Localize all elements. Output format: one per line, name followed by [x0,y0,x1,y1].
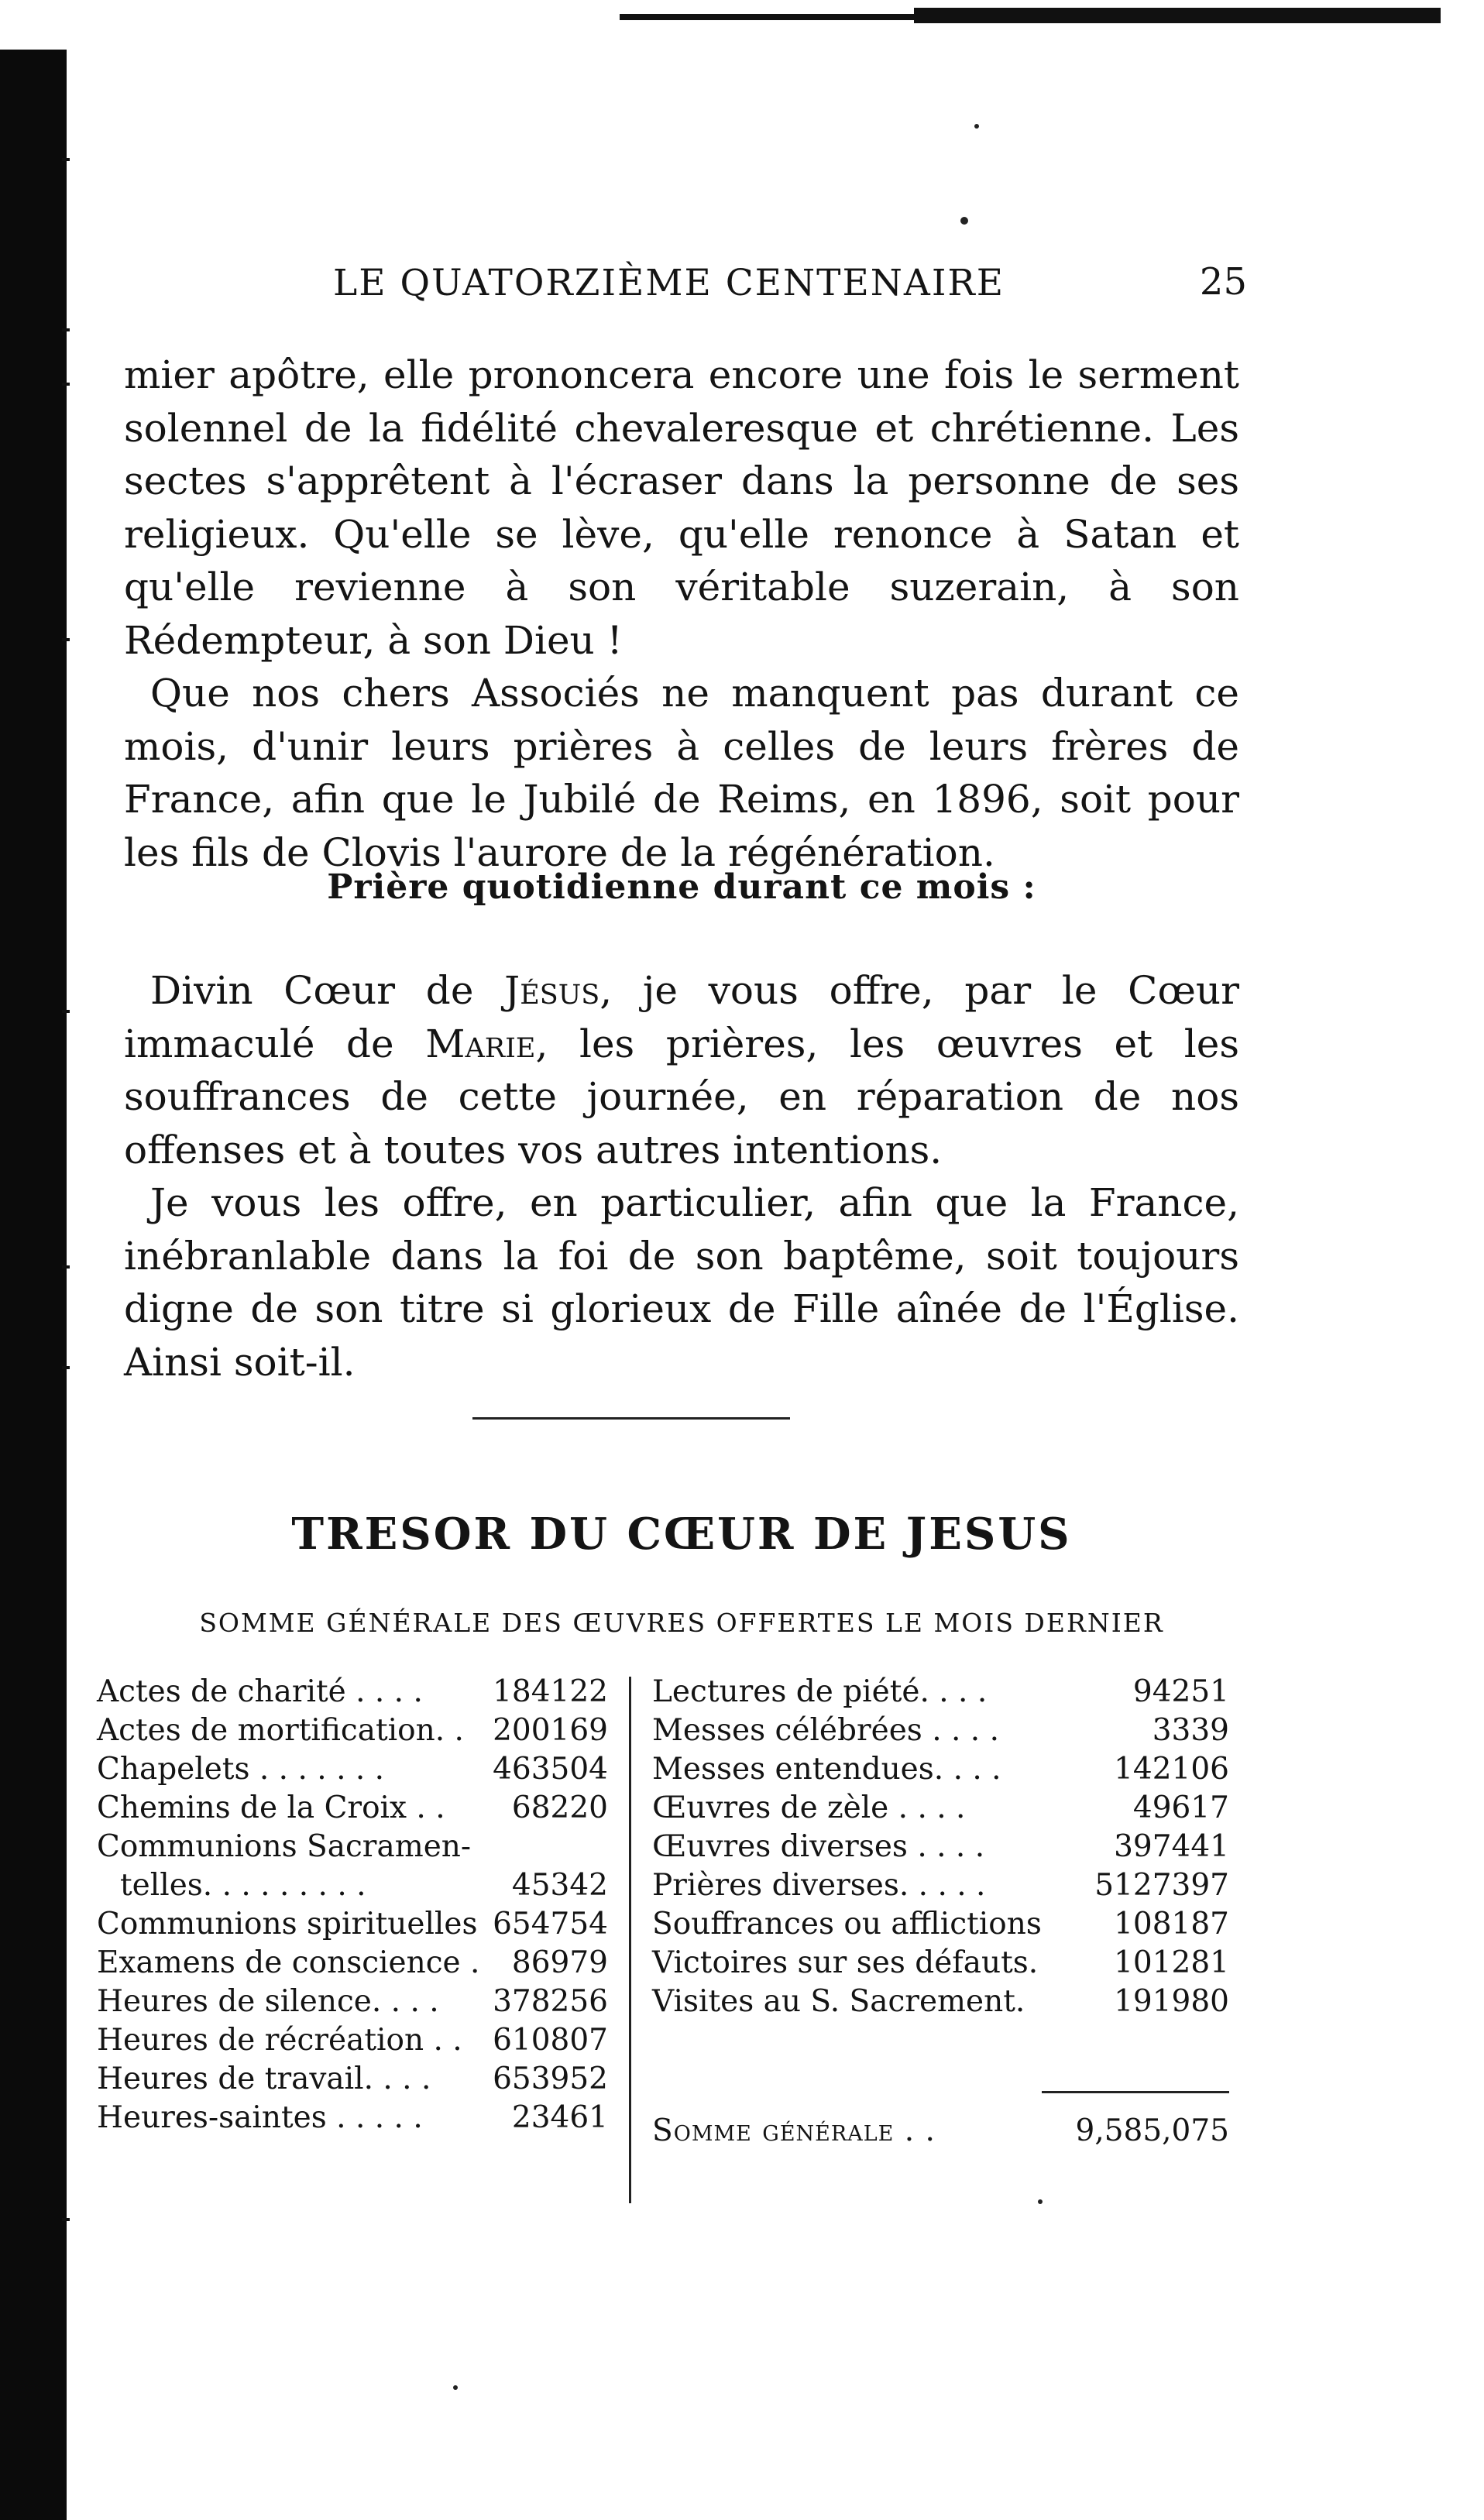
grand-total-row [652,2108,1229,2154]
paragraph: Je vous les offre, en particulier, afin que la France, inébranlable dans la foi de son baptême, soit toujours digne de son titre si glorieux de Fille aînée de l'Église. Ainsi soit-il. [124,1180,1239,1385]
row-value: 200169 [493,1713,608,1748]
row-value: 191980 [1114,1984,1229,2019]
row-value: 86979 [511,1945,608,1980]
table-row [97,2099,608,2137]
row-value: 3339 [1152,1713,1229,1748]
scan-speck [453,2385,458,2390]
row-label: Communions Sacramen- [97,1829,472,1864]
row-value: 184122 [493,1674,608,1709]
text-run: , les prières, les œuvres et les souffrances de cette journée, en réparation de nos offenses et à toutes vos autres intentions. [124,1021,1240,1172]
table-row [652,1983,1229,2021]
paragraph: mier apôtre, elle prononcera encore une fois le serment solennel de la fidélité chevaleresque et chrétienne. Les sectes s'apprêtent à l'écraser dans la personne de ses religieux. Qu'elle se lève, qu'elle renonce à Satan et qu'elle revienne à son véritable suzerain, à son Rédempteur, à son Dieu ! [124,352,1239,663]
table-row [97,1789,608,1828]
table-row [652,1866,1229,1905]
row-value: 23461 [511,2100,608,2135]
row-value: 142106 [1114,1752,1229,1787]
table-row [652,1905,1229,1944]
column-divider [629,1677,631,2203]
table-row [97,1905,608,1944]
table-row [652,1944,1229,1983]
row-label: Heures de travail. . . . [97,2062,431,2096]
table-row [97,2021,608,2060]
prayer-text [124,964,1239,1389]
row-value: 463504 [493,1752,608,1787]
paragraph [124,964,1239,1176]
grand-total-value: 9,585,075 [1075,2113,1229,2148]
row-label: Examens de conscience . [97,1945,480,1980]
table-row [97,1944,608,1983]
row-value: 378256 [493,1984,608,2019]
row-label: Messes célébrées . . . . [652,1713,999,1748]
tresor-subtitle: SOMME GÉNÉRALE DES ŒUVRES OFFERTES LE MOIS DERNIER [199,1608,1164,1638]
name-jesus: Jésus [504,968,600,1013]
row-label: Prières diverses. . . . . [652,1868,986,1903]
text-run: Divin Cœur de [150,968,505,1013]
scan-speck [974,124,979,129]
row-label: Œuvres de zèle . . . . [652,1790,966,1825]
row-value: 94251 [1132,1674,1229,1709]
row-label: Chapelets . . . . . . . [97,1752,385,1787]
scan-speck [960,217,968,225]
running-head [124,256,1247,318]
scan-edge-marks [67,50,74,2520]
row-label: Actes de mortification. . [97,1713,464,1748]
row-value: 108187 [1114,1907,1229,1941]
table-row [652,1789,1229,1828]
paragraph: Que nos chers Associés ne manquent pas durant ce mois, d'unir leurs prières à celles de leurs frères de France, afin que le Jubilé de Reims, en 1896, soit pour les fils de Clovis l'aurore de la régénération. [124,671,1239,875]
row-label: Victoires sur ses défauts. [652,1945,1039,1980]
row-label: Chemins de la Croix . . [97,1790,445,1825]
table-row [97,2060,608,2099]
name-marie: Marie [425,1021,536,1066]
row-label: Messes entendues. . . . [652,1752,1001,1787]
row-value: 654754 [493,1907,608,1941]
table-row [97,1711,608,1750]
row-value: 101281 [1114,1945,1229,1980]
article-text [124,348,1239,879]
prayer-heading: Prière quotidienne durant ce mois : [327,867,1036,907]
table-row [97,1750,608,1789]
table-row [97,1828,608,1866]
tally-left-column [97,1673,608,2137]
table-row [97,1673,608,1711]
row-label: Lectures de piété. . . . [652,1674,988,1709]
row-label: Communions spirituelles [97,1907,478,1941]
row-label: Visites au S. Sacrement. [652,1984,1025,2019]
table-row [97,1983,608,2021]
row-label: Heures de récréation . . [97,2023,462,2058]
scan-binding-edge [0,50,67,2520]
table-row [652,1828,1229,1866]
grand-total-label: Somme générale . . [652,2113,936,2148]
row-value: 397441 [1114,1829,1229,1864]
total-rule [1042,2091,1229,2093]
page-number: 25 [1199,260,1247,304]
row-value: 5127397 [1094,1868,1229,1903]
row-value: 68220 [511,1790,608,1825]
scan-top-rule-thick [914,8,1441,23]
table-row [652,1711,1229,1750]
running-title: LE QUATORZIÈME CENTENAIRE [333,262,1005,304]
row-label: telles. . . . . . . . . [120,1868,366,1903]
row-label: Heures-saintes . . . . . [97,2100,423,2135]
table-row [97,1866,608,1905]
row-value: 610807 [493,2023,608,2058]
scan-speck [1038,2199,1043,2204]
row-label: Souffrances ou afflictions [652,1907,1042,1941]
row-value: 49617 [1132,1790,1229,1825]
row-label: Œuvres diverses . . . . [652,1829,985,1864]
tresor-title: TRESOR DU CŒUR DE JESUS [291,1509,1072,1560]
row-value: 653952 [493,2062,608,2096]
row-value: 45342 [511,1868,608,1903]
row-label: Heures de silence. . . . [97,1984,439,2019]
tally-right-column [652,1673,1229,2021]
table-row [652,1673,1229,1711]
table-row [652,1750,1229,1789]
section-divider [472,1417,790,1420]
row-label: Actes de charité . . . . [97,1674,423,1709]
text-run: , je vous offre, par le Cœur immaculé de [124,968,1239,1066]
